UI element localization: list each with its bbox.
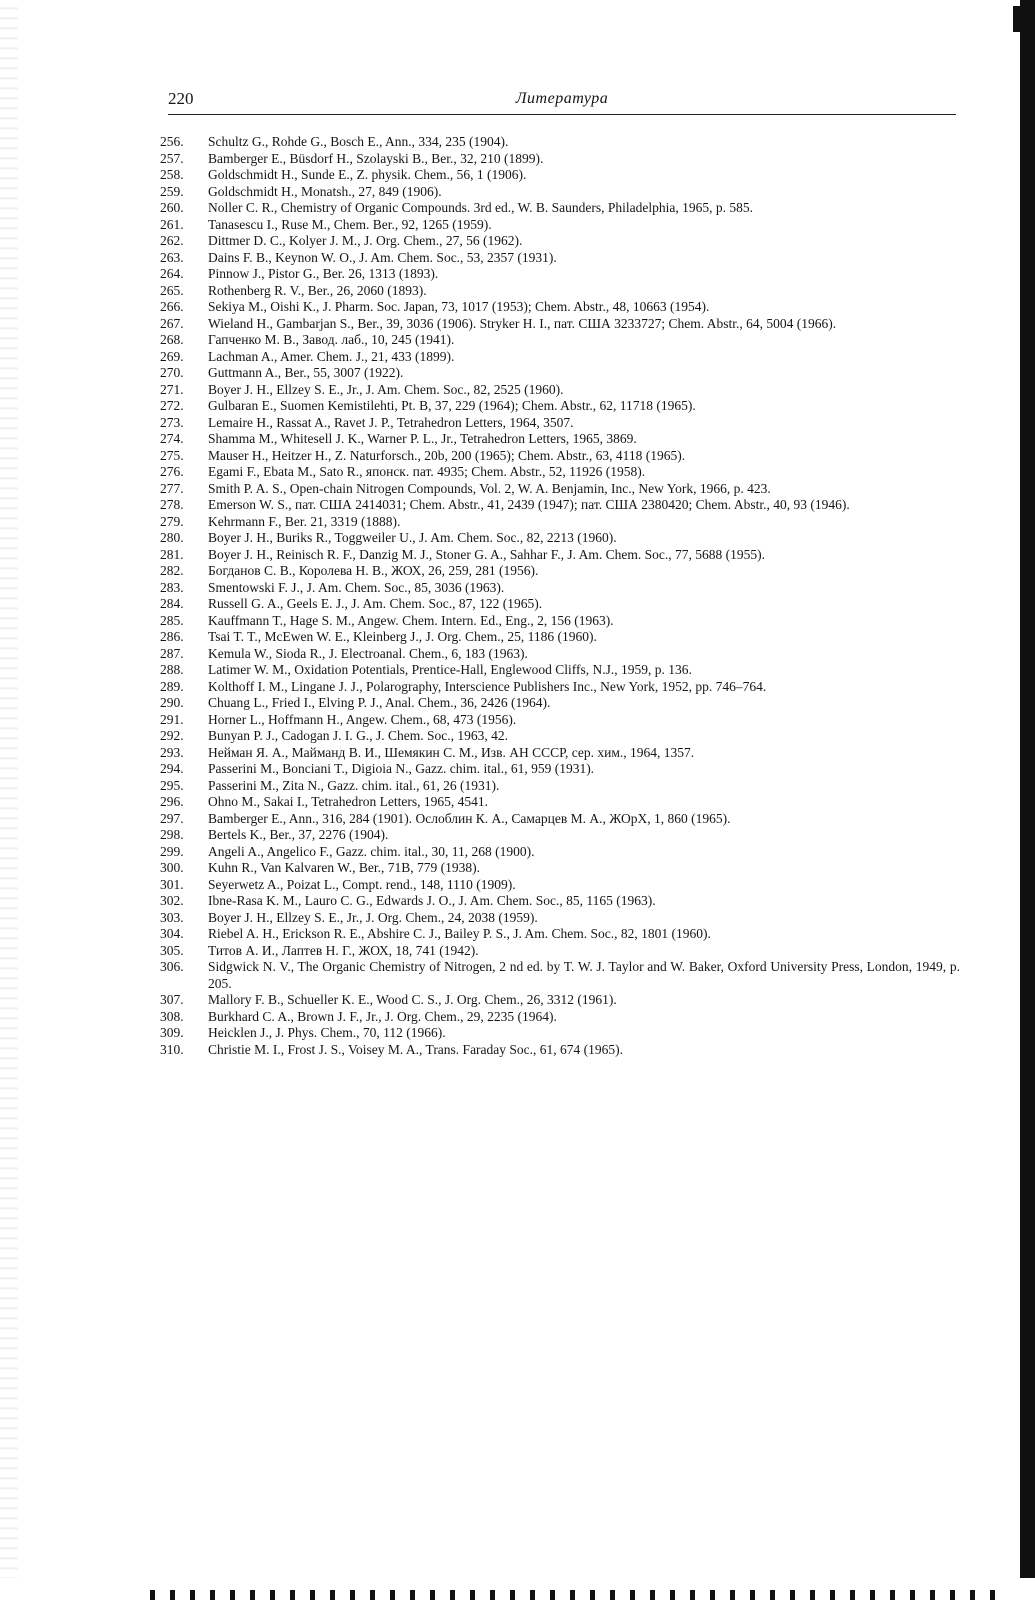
reference-number: 303.	[160, 909, 184, 925]
reference-item	[160, 580, 960, 597]
reference-text: Riebel A. H., Erickson R. E., Abshire C. J., Bailey P. S., J. Am. Chem. Soc., 82, 1801 (1960).	[208, 926, 711, 941]
reference-text: Boyer J. H., Ellzey S. E., Jr., J. Am. Chem. Soc., 82, 2525 (1960).	[208, 381, 564, 397]
reference-number: 277.	[160, 480, 184, 496]
reference-item	[160, 629, 960, 646]
reference-number: 299.	[160, 843, 184, 859]
reference-text: Goldschmidt H., Monatsh., 27, 849 (1906).	[208, 183, 442, 199]
running-title: Литература	[515, 90, 609, 107]
reference-number: 279.	[160, 513, 184, 529]
reference-number: 305.	[160, 942, 184, 958]
reference-number: 273.	[160, 414, 184, 430]
reference-item	[160, 1009, 960, 1026]
reference-text: Tanasescu I., Ruse M., Chem. Ber., 92, 1265 (1959).	[208, 216, 492, 232]
reference-text: Нейман Я. А., Майманд В. И., Шемякин С. М., Изв. АН СССР, сер. хим., 1964, 1357.	[208, 744, 695, 760]
reference-text: Bertels K., Ber., 37, 2276 (1904).	[208, 827, 389, 842]
reference-number: 259.	[160, 183, 184, 199]
reference-item	[160, 365, 960, 382]
reference-text: Christie M. I., Frost J. S., Voisey M. A., Trans. Faraday Soc., 61, 674 (1965).	[208, 1041, 624, 1057]
reference-text: Kuhn R., Van Kalvaren W., Ber., 71B, 779 (1938).	[208, 860, 480, 875]
reference-number: 258.	[160, 167, 184, 182]
reference-number: 260.	[160, 200, 184, 215]
reference-item	[160, 283, 960, 300]
reference-item	[160, 959, 960, 992]
reference-text: Bamberger E., Ann., 316, 284 (1901). Ослоблин К. А., Самарцев М. А., ЖОрХ, 1, 860 (1965).	[208, 810, 731, 826]
reference-number: 285.	[160, 612, 184, 628]
reference-item	[160, 316, 960, 333]
reference-text: Heicklen J., J. Phys. Chem., 70, 112 (1966).	[208, 1025, 446, 1040]
reference-text: Kolthoff I. M., Lingane J. J., Polarography, Interscience Publishers Inc., New York, 1952, pp. 746–764.	[208, 678, 767, 694]
reference-item	[160, 926, 960, 943]
reference-text: Гапченко М. В., Завод. лаб., 10, 245 (1941).	[208, 332, 455, 347]
page-header	[168, 86, 956, 115]
reference-number: 266.	[160, 299, 184, 314]
reference-text: Dittmer D. C., Kolyer J. M., J. Org. Chem., 27, 56 (1962).	[208, 233, 523, 248]
reference-item	[160, 431, 960, 448]
reference-item	[160, 233, 960, 250]
reference-item	[160, 844, 960, 861]
reference-number: 272.	[160, 398, 184, 413]
reference-list	[160, 134, 960, 1058]
reference-text: Bamberger E., Büsdorf H., Szolayski B., Ber., 32, 210 (1899).	[208, 150, 544, 166]
reference-item	[160, 547, 960, 564]
reference-item	[160, 910, 960, 927]
reference-text: Smentowski F. J., J. Am. Chem. Soc., 85, 3036 (1963).	[208, 579, 505, 595]
reference-number: 284.	[160, 596, 184, 611]
reference-item	[160, 893, 960, 910]
reference-number: 283.	[160, 579, 184, 595]
scan-edge-left	[0, 0, 18, 1600]
reference-item	[160, 497, 960, 514]
reference-text: Angeli A., Angelico F., Gazz. chim. ital., 30, 11, 268 (1900).	[208, 843, 535, 859]
reference-text: Emerson W. S., пат. США 2414031; Chem. Abstr., 41, 2439 (1947); пат. США 2380420; Chem. Abstr., 40, 93 (1946).	[208, 497, 850, 512]
reference-text: Kauffmann T., Hage S. M., Angew. Chem. Intern. Ed., Eng., 2, 156 (1963).	[208, 612, 614, 628]
reference-text: Lemaire H., Rassat A., Ravet J. P., Tetrahedron Letters, 1964, 3507.	[208, 414, 574, 430]
reference-item	[160, 877, 960, 894]
reference-text: Horner L., Hoffmann H., Angew. Chem., 68, 473 (1956).	[208, 711, 517, 727]
reference-number: 307.	[160, 992, 184, 1007]
reference-item	[160, 1042, 960, 1059]
reference-item	[160, 266, 960, 283]
reference-number: 261.	[160, 216, 184, 232]
reference-item	[160, 860, 960, 877]
reference-text: Seyerwetz A., Poizat L., Compt. rend., 148, 1110 (1909).	[208, 876, 516, 892]
page-number: 220	[168, 89, 194, 108]
reference-number: 274.	[160, 431, 184, 446]
reference-number: 286.	[160, 629, 184, 644]
reference-number: 300.	[160, 860, 184, 875]
reference-number: 267.	[160, 315, 184, 331]
reference-item	[160, 481, 960, 498]
reference-text: Latimer W. M., Oxidation Potentials, Prentice-Hall, Englewood Cliffs, N.J., 1959, p. 136.	[208, 662, 692, 677]
reference-item	[160, 679, 960, 696]
reference-number: 310.	[160, 1041, 184, 1057]
reference-item	[160, 778, 960, 795]
reference-text: Chuang L., Fried I., Elving P. J., Anal. Chem., 36, 2426 (1964).	[208, 695, 551, 710]
reference-number: 291.	[160, 711, 184, 727]
reference-number: 287.	[160, 645, 184, 661]
reference-item	[160, 464, 960, 481]
reference-number: 276.	[160, 464, 184, 479]
reference-number: 268.	[160, 332, 184, 347]
reference-text: Kemula W., Sioda R., J. Electroanal. Chem., 6, 183 (1963).	[208, 645, 528, 661]
reference-item	[160, 811, 960, 828]
reference-item	[160, 613, 960, 630]
reference-item	[160, 151, 960, 168]
reference-item	[160, 761, 960, 778]
reference-item	[160, 695, 960, 712]
reference-item	[160, 415, 960, 432]
reference-item	[160, 530, 960, 547]
reference-text: Dains F. B., Keynon W. O., J. Am. Chem. Soc., 53, 2357 (1931).	[208, 249, 557, 265]
reference-text: Sidgwick N. V., The Organic Chemistry of Nitrogen, 2 nd ed. by T. W. J. Taylor and W. Baker, Oxford University Press, London, 1949, p. 205.	[208, 959, 960, 991]
reference-number: 296.	[160, 794, 184, 809]
reference-item	[160, 662, 960, 679]
reference-text: Boyer J. H., Reinisch R. F., Danzig M. J., Stoner G. A., Sahhar F., J. Am. Chem. Soc., 77, 5688 (1955).	[208, 546, 765, 562]
reference-text: Boyer J. H., Buriks R., Toggweiler U., J. Am. Chem. Soc., 82, 2213 (1960).	[208, 530, 617, 545]
reference-item	[160, 646, 960, 663]
reference-item	[160, 827, 960, 844]
reference-text: Pinnow J., Pistor G., Ber. 26, 1313 (1893).	[208, 266, 439, 281]
reference-item	[160, 745, 960, 762]
reference-number: 297.	[160, 810, 184, 826]
reference-text: Ibne-Rasa K. M., Lauro C. G., Edwards J. O., J. Am. Chem. Soc., 85, 1165 (1963).	[208, 893, 656, 908]
scan-edge-right	[1020, 0, 1035, 1600]
reference-text: Shamma M., Whitesell J. K., Warner P. L., Jr., Tetrahedron Letters, 1965, 3869.	[208, 431, 637, 446]
reference-item	[160, 250, 960, 267]
reference-text: Passerini M., Zita N., Gazz. chim. ital., 61, 26 (1931).	[208, 777, 500, 793]
reference-number: 304.	[160, 926, 184, 941]
reference-number: 278.	[160, 497, 184, 512]
reference-text: Egami F., Ebata M., Sato R., японск. пат. 4935; Chem. Abstr., 52, 11926 (1958).	[208, 464, 646, 479]
reference-text: Bunyan P. J., Cadogan J. I. G., J. Chem. Soc., 1963, 42.	[208, 728, 508, 743]
reference-number: 292.	[160, 728, 184, 743]
reference-number: 293.	[160, 744, 184, 760]
reference-text: Goldschmidt H., Sunde E., Z. physik. Chem., 56, 1 (1906).	[208, 167, 527, 182]
reference-number: 280.	[160, 530, 184, 545]
reference-text: Burkhard C. A., Brown J. F., Jr., J. Org. Chem., 29, 2235 (1964).	[208, 1008, 557, 1024]
reference-text: Богданов С. В., Королева Н. В., ЖОХ, 26, 259, 281 (1956).	[208, 563, 539, 578]
reference-text: Guttmann A., Ber., 55, 3007 (1922).	[208, 365, 404, 380]
reference-text: Smith P. A. S., Open-chain Nitrogen Compounds, Vol. 2, W. A. Benjamin, Inc., New York, 1966, p. 423.	[208, 480, 771, 496]
reference-number: 264.	[160, 266, 184, 281]
reference-text: Kehrmann F., Ber. 21, 3319 (1888).	[208, 513, 401, 529]
reference-text: Sekiya M., Oishi K., J. Pharm. Soc. Japan, 73, 1017 (1953); Chem. Abstr., 48, 10663 (1954).	[208, 299, 710, 314]
reference-number: 269.	[160, 348, 184, 364]
reference-text: Rothenberg R. V., Ber., 26, 2060 (1893).	[208, 282, 427, 298]
reference-item	[160, 514, 960, 531]
reference-number: 262.	[160, 233, 184, 248]
reference-text: Lachman A., Amer. Chem. J., 21, 433 (1899).	[208, 348, 455, 364]
reference-item	[160, 217, 960, 234]
reference-number: 289.	[160, 678, 184, 694]
reference-text: Gulbaran E., Suomen Kemistilehti, Pt. B, 37, 229 (1964); Chem. Abstr., 62, 11718 (1965).	[208, 398, 696, 413]
reference-item	[160, 712, 960, 729]
reference-text: Schultz G., Rohde G., Bosch E., Ann., 334, 235 (1904).	[208, 134, 509, 149]
reference-number: 263.	[160, 249, 184, 265]
reference-item	[160, 563, 960, 580]
reference-text: Титов А. И., Лаптев Н. Г., ЖОХ, 18, 741 (1942).	[208, 942, 479, 958]
reference-item	[160, 794, 960, 811]
reference-item	[160, 992, 960, 1009]
reference-item	[160, 448, 960, 465]
reference-number: 306.	[160, 959, 184, 974]
reference-number: 302.	[160, 893, 184, 908]
reference-text: Boyer J. H., Ellzey S. E., Jr., J. Org. Chem., 24, 2038 (1959).	[208, 909, 538, 925]
reference-item	[160, 134, 960, 151]
reference-number: 295.	[160, 777, 184, 793]
reference-number: 275.	[160, 447, 184, 463]
reference-item	[160, 167, 960, 184]
reference-text: Russell G. A., Geels E. J., J. Am. Chem. Soc., 87, 122 (1965).	[208, 596, 543, 611]
reference-item	[160, 184, 960, 201]
reference-text: Passerini M., Bonciani T., Digioia N., Gazz. chim. ital., 61, 959 (1931).	[208, 761, 595, 776]
reference-item	[160, 398, 960, 415]
reference-number: 288.	[160, 662, 184, 677]
reference-item	[160, 596, 960, 613]
reference-number: 270.	[160, 365, 184, 380]
reference-number: 309.	[160, 1025, 184, 1040]
reference-item	[160, 728, 960, 745]
reference-number: 271.	[160, 381, 184, 397]
reference-number: 308.	[160, 1008, 184, 1024]
reference-number: 282.	[160, 563, 184, 578]
reference-text: Tsai T. T., McEwen W. E., Kleinberg J., J. Org. Chem., 25, 1186 (1960).	[208, 629, 597, 644]
reference-text: Mauser H., Heitzer H., Z. Naturforsch., 20b, 200 (1965); Chem. Abstr., 63, 4118 (1965).	[208, 447, 686, 463]
scan-edge-notch	[1013, 6, 1020, 32]
reference-text: Ohno M., Sakai I., Tetrahedron Letters, 1965, 4541.	[208, 794, 488, 809]
reference-text: Noller C. R., Chemistry of Organic Compounds. 3rd ed., W. B. Saunders, Philadelphia, 1965, p. 585.	[208, 200, 753, 215]
reference-text: Wieland H., Gambarjan S., Ber., 39, 3036 (1906). Stryker H. I., пат. США 3233727; Chem. Abstr., 64, 5004 (1966).	[208, 315, 837, 331]
reference-number: 301.	[160, 876, 184, 892]
reference-number: 281.	[160, 546, 184, 562]
reference-text: Mallory F. B., Schueller K. E., Wood C. S., J. Org. Chem., 26, 3312 (1961).	[208, 992, 617, 1007]
reference-item	[160, 1025, 960, 1042]
reference-number: 290.	[160, 695, 184, 710]
reference-number: 257.	[160, 150, 184, 166]
reference-number: 256.	[160, 134, 184, 149]
reference-item	[160, 299, 960, 316]
reference-item	[160, 943, 960, 960]
scan-edge-bottom	[0, 1578, 1035, 1600]
scan-edge-ticks	[150, 1590, 995, 1600]
reference-number: 298.	[160, 827, 184, 842]
reference-number: 265.	[160, 282, 184, 298]
reference-item	[160, 332, 960, 349]
reference-item	[160, 349, 960, 366]
reference-number: 294.	[160, 761, 184, 776]
reference-item	[160, 382, 960, 399]
reference-item	[160, 200, 960, 217]
